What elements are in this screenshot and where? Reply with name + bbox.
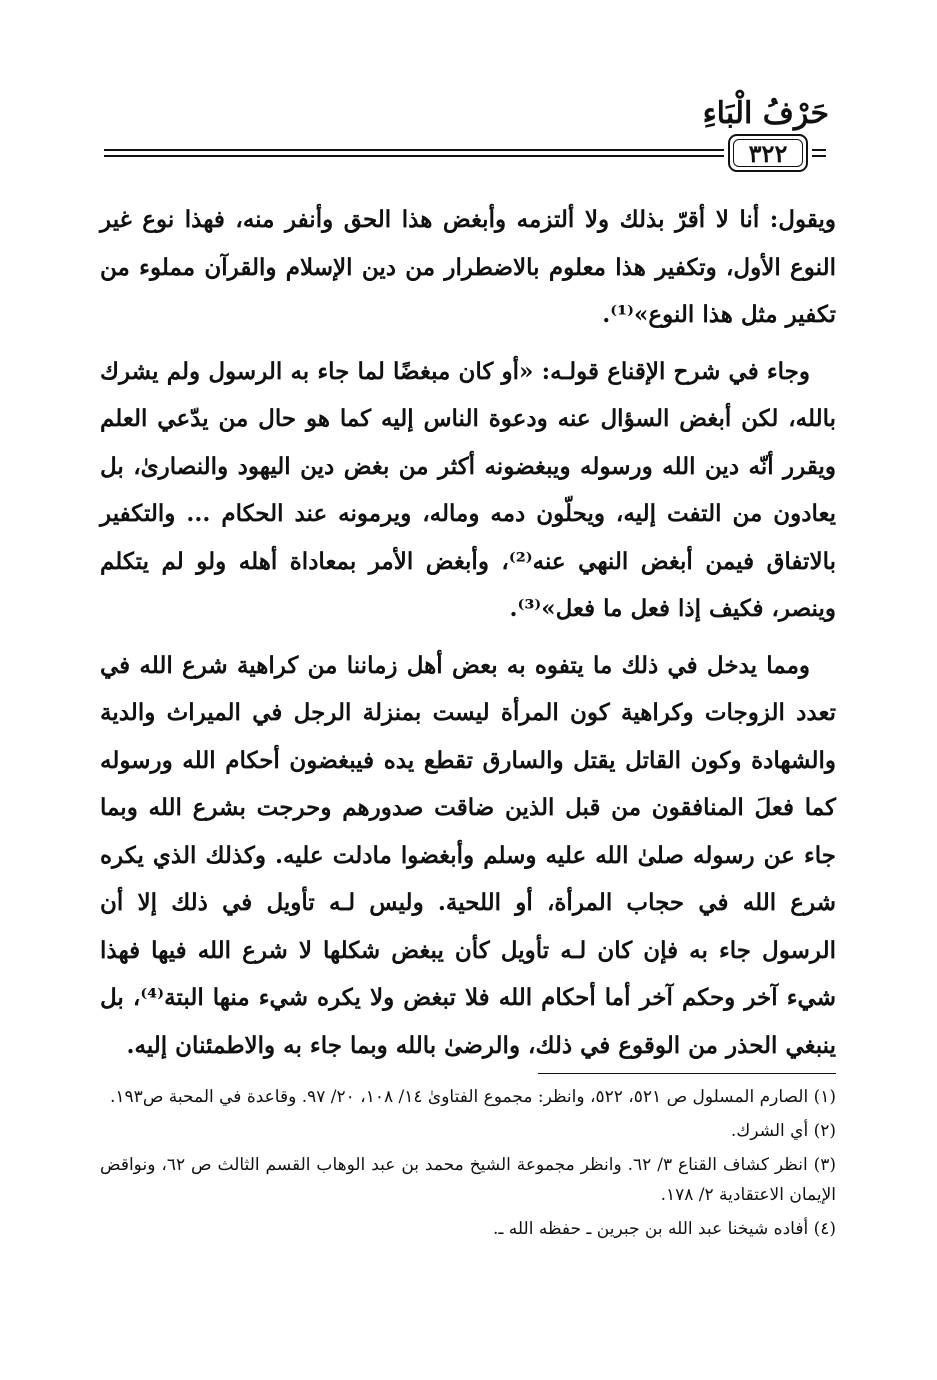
chapter-title: حَرْفُ الْبَاءِ xyxy=(702,96,829,131)
page-number-box xyxy=(728,134,808,172)
header-rule-bottom xyxy=(104,155,724,157)
footnote-1: (١) الصارم المسلول ص ٥٢١، ٥٢٢، وانظر: مجموع الفتاوىٰ ١٤/ ١٠٨، ٢٠/ ٩٧. وقاعدة في المحبة ص١٩٣. xyxy=(110,1087,836,1107)
page-number: ٣٢٢ xyxy=(748,138,788,168)
footnote-separator xyxy=(538,1073,836,1074)
paragraph-1: ويقول: أنا لا أقرّ بذلك ولا ألتزمه وأبغض هذا الحق وأنفر منه، فهذا نوع غير النوع الأول، وتكفير هذا معلوم بالاضطرار من دين الإسلام والقرآن مملوء من تكفير مثل هذا النوع»⁽¹⁾. xyxy=(100,206,836,328)
footnote-4: (٤) أفاده شيخنا عبد الله بن جبرين ـ حفظه الله ـ. xyxy=(493,1219,836,1239)
footnotes xyxy=(100,1082,836,1248)
footnote-3: (٣) انظر كشاف القناع ٣/ ٦٢. وانظر مجموعة الشيخ محمد بن عبد الوهاب القسم الثالث ص ٦٢، ونواقض الإيمان الاعتقادية ٢/ ١٧٨. xyxy=(100,1155,837,1205)
header-rule-top xyxy=(104,149,724,151)
paragraph-3: ومما يدخل في ذلك ما يتفوه به بعض أهل زماننا من كراهية شرع الله في تعدد الزوجات وكراهية كون المرأة ليست بمنزلة الرجل في الميراث والدية والشهادة وكون القاتل يقتل والسارق تقطع يده فيبغضون أحكام الله ورسوله كما فعلَ المنافقون من قبل الذين ضاقت صدورهم وحرجت بشرع الله وبما جاء عن رسوله صلىٰ الله عليه وسلم وأبغضوا مادلت عليه. وكذلك الذي يكره شرع الله في حجاب المرأة، أو اللحية. وليس لـه تأويل في ذلك إلا أن الرسول جاء به فإن كان لـه تأويل كأن يبغض شكلها لا شرع الله فيها فهذا شيء آخر وحكم آخر أما أحكام الله فلا تبغض ولا يكره شيء منها البتة⁽⁴⁾، بل ينبغي الحذر من الوقوع في ذلك، والرضىٰ بالله وبما جاء به والاطمئنان إليه. xyxy=(100,651,836,1059)
main-text xyxy=(100,196,836,1078)
header-rule-stub-top xyxy=(812,149,826,151)
paragraph-2: وجاء في شرح الإقناع قولـه: «أو كان مبغضًا لما جاء به الرسول ولم يشرك بالله، لكن أبغض السؤال عنه ودعوة الناس إليه كما هو حال من يدّعي العلم ويقرر أنّه دين الله ورسوله ويبغضونه أكثر من بغض دين اليهود والنصارىٰ، بل يعادون من التفت إليه، ويحلّون دمه وماله، ويرمونه عند الحكام ... والتكفير بالاتفاق فيمن أبغض النهي عنه⁽²⁾، وأبغض الأمر بمعاداة أهله ولو لم يتكلم وينصر، فكيف إذا فعل ما فعل»⁽³⁾. xyxy=(100,357,836,622)
footnote-2: (٢) أي الشرك. xyxy=(730,1121,836,1141)
header-rule-stub-bottom xyxy=(812,155,826,157)
